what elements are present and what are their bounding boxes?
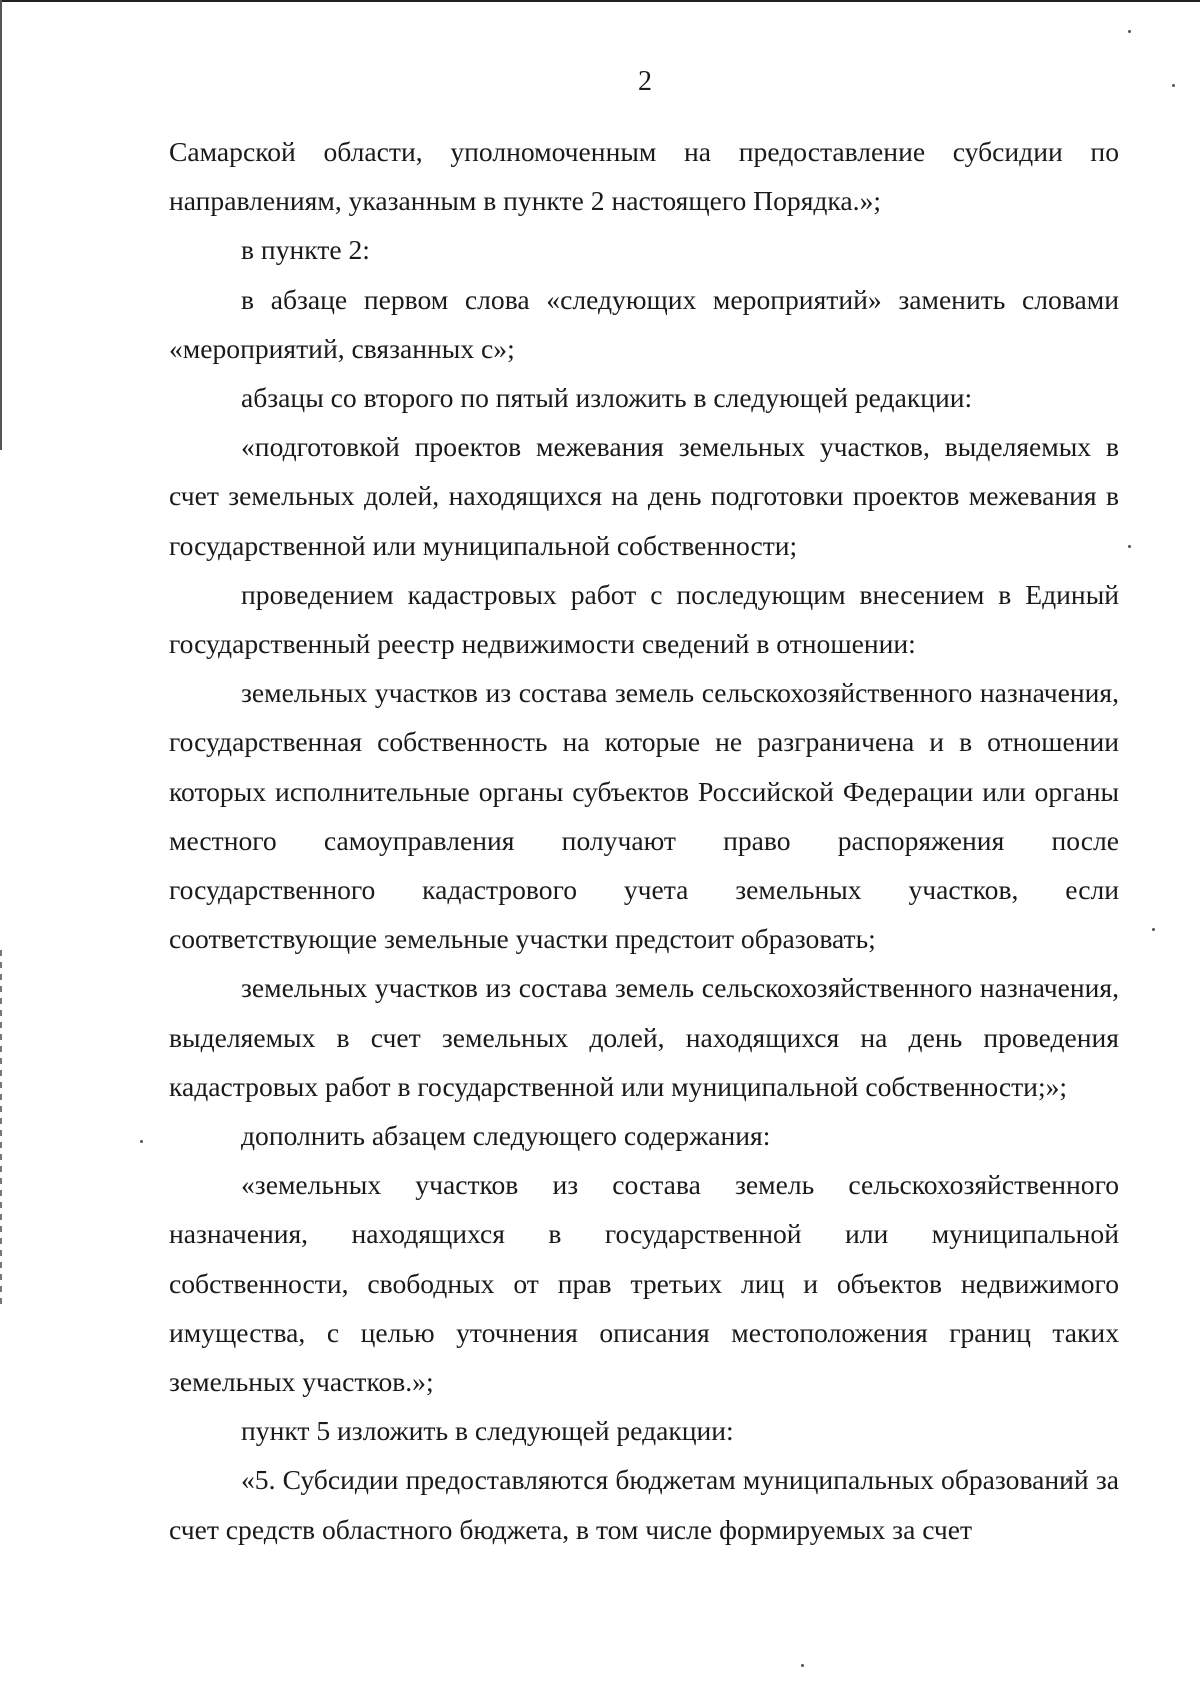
paragraph: «5. Субсидии предоставляются бюджетам муниципальных образований за счет средств областного бюджета, в том числе формируемых за счет xyxy=(169,1464,1119,1545)
paragraph: дополнить абзацем следующего содержания: xyxy=(241,1120,771,1152)
scan-speck xyxy=(1128,30,1131,33)
paragraph: в абзаце первом слова «следующих мероприятий» заменить словами «мероприятий, связанных с»; xyxy=(169,283,1119,364)
paragraph: Самарской области, уполномоченным на предоставление субсидии по направлениям, указанным в пункте 2 настоящего Порядка.»; xyxy=(169,136,1119,217)
scan-speck xyxy=(1152,928,1155,931)
scan-speck xyxy=(1128,545,1131,548)
scan-top-edge xyxy=(0,0,1200,2)
paragraph: проведением кадастровых работ с последующим внесением в Единый государственный реестр недвижимости сведений в отношении: xyxy=(169,578,1119,660)
scan-speck xyxy=(140,1140,143,1143)
paragraph: в пункте 2: xyxy=(241,234,370,266)
paragraph: «подготовкой проектов межевания земельных участков, выделяемых в счет земельных долей, находящихся на день подготовки проектов межевания в государственной или муниципальной собственности; xyxy=(169,431,1119,561)
paragraph: земельных участков из состава земель сельскохозяйственного назначения, выделяемых в счет земельных долей, находящихся на день проведения кадастровых работ в государственной или муниципальной собственности;»; xyxy=(169,972,1119,1102)
document-body xyxy=(169,127,1119,1554)
paragraph: пункт 5 изложить в следующей редакции: xyxy=(241,1415,734,1447)
page-number: 2 xyxy=(638,66,652,97)
scan-left-edge-dashed xyxy=(0,950,2,1310)
paragraph: абзацы со второго по пятый изложить в следующей редакции: xyxy=(241,382,973,414)
paragraph: «земельных участков из состава земель сельскохозяйственного назначения, находящихся в государственной или муниципальной собственности, свободных от прав третьих лиц и объектов недвижимого имущества, с целью уточнения описания местоположения границ таких земельных участков.»; xyxy=(169,1169,1119,1398)
paragraph: земельных участков из состава земель сельскохозяйственного назначения, государственная собственность на которые не разграничена и в отношении которых исполнительные органы субъектов Российской Федерации или органы местного самоуправления получают право распоряжения после государственного кадастрового учета земельных участков, если соответствующие земельные участки предстоит образовать; xyxy=(169,677,1119,955)
scan-speck xyxy=(801,1664,804,1667)
